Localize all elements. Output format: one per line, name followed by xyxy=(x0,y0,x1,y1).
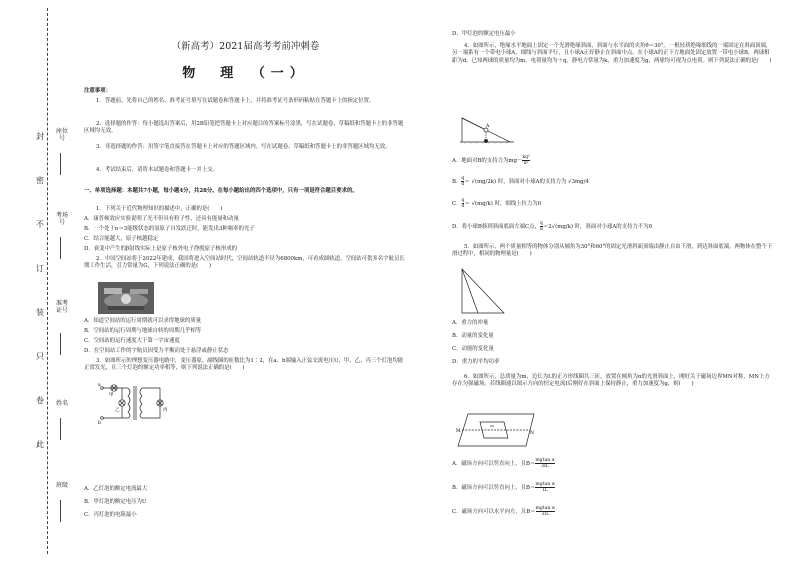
q2-option-a: A．知道空间站的运行周期就可以求得地球的质量 xyxy=(84,318,202,324)
name-field: 姓名 xyxy=(55,400,68,407)
ticket-number-field: 准考证号 xyxy=(55,300,68,314)
note-2: 2．选择题的作答：每小题选出答案后，用2B铅笔把答题卡上对应题目的答案标号涂黑，写在试题卷、草稿纸和答题卡上的非答题区域均无效。 xyxy=(84,121,404,135)
boundary-m-label: M xyxy=(456,429,461,434)
q6-option-c: C．磁场方向可以水平向左，且B＝ $\frac{\text{mgtan α}}{3IL}$ xyxy=(452,506,555,517)
q5-option-b: B．动量的变化量 xyxy=(452,333,494,339)
notes-heading: 注意事项： xyxy=(84,88,111,94)
question-4: 4．如图所示，绝缘水平地面上固定一个光滑绝缘斜面，斜面与水平面的夹角θ＝30°。一根轻质绝缘细线的一端固定在斜面顶端，另一端系有一个带电小球A，细线与斜面平行，且小球A正好静止在斜面中点。在小球A的正下方地面处固定放置一带电小球B，两球相距为d。已知两球的质量均为m、电荷量均为＋q，静电力常量为k，重力加速度为g，两球均可视为点电荷。则下列说法正确的是( ) xyxy=(452,43,772,64)
section-heading: 一、单项选择题：本题共7小题，每小题4分，共28分。在每小题给出的四个选项中，只有一项是符合题目要求的。 xyxy=(84,188,358,194)
binding-char: 封 xyxy=(36,132,44,141)
binding-char: 不 xyxy=(36,220,44,229)
seat-number-field: 座位号 xyxy=(55,128,68,142)
q2-option-b: B．空间站的运行周期与地球自转的周期几乎相等 xyxy=(84,328,202,334)
binding-char: 此 xyxy=(36,440,44,449)
binding-char: 订 xyxy=(36,264,44,273)
exam-room-field: 考场号 xyxy=(55,212,68,226)
question-5: 5．如图所示，两个质量相等的物体分别从倾角为30°和60°的固定光滑斜面顶端由静止自由下滑，到达斜面底端。两物体在整个下滑过程中，相同的物理量是( ) xyxy=(452,244,773,258)
q4-option-a: A．地面对B的支持力为mg－ $\frac{\text{kq²}}{\text{d²}}$ xyxy=(452,155,530,166)
question-3: 3．如图所示的理想变压器电路中，变压器原、副线圈的匝数比为1∶2，在a、b端输入正弦交流电压U，甲、乙、丙三个灯泡均能正常发光，且三个灯泡的额定功率相等，则下列说法正确的是( ) xyxy=(84,358,404,372)
question-2: 2．中国空间站将于2022年建成，我国将进入空间站时代，空间站轨道半径为6800km，可看成圆轨道，空间站可供多名宇航员长期工作生活，引力常量为G，下列说法正确的是( ) xyxy=(84,256,405,270)
q1-option-b: B．一个处于n＝3能级状态的氢原子自发跃迁时，能发出3种频率的光子 xyxy=(84,226,255,232)
double-incline-svg xyxy=(458,265,508,315)
boundary-n-label: N xyxy=(530,431,534,436)
question-1: 1．下列关于近代物理知识的描述中，正确的是( ) xyxy=(96,206,223,212)
terminal-a-label: a xyxy=(98,383,101,388)
transformer-circuit-svg xyxy=(98,382,168,424)
binding-char: 只 xyxy=(36,352,44,361)
double-incline-diagram xyxy=(458,265,508,315)
q3-option-c: C．丙灯泡的电阻最小 xyxy=(84,512,137,518)
q4-option-c: C． $\frac{q}{d}$ ＝ √(mg/k) 时，细线上拉力为0 xyxy=(452,198,542,209)
space-station-photo xyxy=(98,282,154,314)
q3-option-b: B．甲灯泡的额定电压为U xyxy=(84,499,147,505)
question-6: 6．如图所示，总质量为m，边长为L的正方形线圈共三匝，放置在倾角为α的光滑斜面上，刚好关于磁场边界MN对称，MN上方存在匀强磁场。若线圈通以图示方向的恒定电流I后刚好在斜面上保持静止，重力加速度为g，则( ) xyxy=(452,374,770,388)
binding-char: 卷 xyxy=(36,396,44,405)
lamp-bing-label: 丙 xyxy=(163,408,168,413)
ball-a-label: A xyxy=(486,124,490,129)
binding-char: 密 xyxy=(36,176,44,185)
binding-char: 装 xyxy=(36,308,44,317)
q6-option-a: A．磁场方向可以竖直向上，且B＝ $\frac{\text{mgtan α}}{3IL}$ xyxy=(452,458,555,469)
transformer-circuit-diagram xyxy=(98,382,168,424)
q5-option-a: A．重力的冲量 xyxy=(452,320,489,326)
coil-incline-svg xyxy=(456,412,536,448)
q6-option-b: B．磁场方向可以竖直向上，且B＝ $\frac{\text{mgtan α}}{IL}$ xyxy=(452,482,555,493)
space-station-image xyxy=(98,282,154,314)
note-3: 3．非选择题的作答：用签字笔直接答在答题卡上对应的答题区域内。写在试题卷、草稿纸和答题卡上的非答题区域均无效。 xyxy=(96,144,391,150)
q4-option-b: B． $\frac{q}{d}$ ＝ √(mg/2k) 时，斜面对小球A的支持力为 √3mg/4 xyxy=(452,176,589,187)
q2-option-d: D．在空间站工作的宇航员因受力平衡而处于悬浮或静止状态 xyxy=(84,348,229,354)
exam-title: （新高考）2021届高考考前冲刺卷 xyxy=(171,41,320,52)
q1-option-d: D．衰变中产生的β射线实际上是原子核外电子挣脱原子核形成的 xyxy=(84,246,237,252)
incline-charge-svg xyxy=(458,110,516,146)
q4-option-d: D．将小球B移到斜面底面左端C点， $\frac{q}{d}$ ＝2√(mg/k) 时，斜面对小球A的支持力不为0 xyxy=(452,221,653,232)
q1-option-a: A．康普顿效应实验说明了光不但具有粒子性，还具有能量和动量 xyxy=(84,216,239,222)
coil-incline-diagram xyxy=(456,412,536,448)
binding-dashed-line xyxy=(47,8,48,554)
q3-option-a: A．乙灯泡的额定电流最大 xyxy=(84,486,148,492)
lamp-jia-label: 甲 xyxy=(109,393,114,398)
q3-option-d: D．甲灯泡的额定电压最小 xyxy=(452,31,516,37)
terminal-b-label: b xyxy=(98,421,101,424)
note-1: 1．答题前，先将自己的姓名、准考证号填写在试题卷和答题卡上，并将准考证号条形码粘贴在答题卡上的指定位置。 xyxy=(96,98,375,104)
lamp-yi-label: 乙 xyxy=(115,408,120,413)
note-4: 4．考试结束后，请将本试题卷和答题卡一并上交。 xyxy=(96,167,219,173)
q2-option-c: C．空间站的运行速度大于第一宇宙速度 xyxy=(84,338,180,344)
q5-option-c: C．动能的变化量 xyxy=(452,346,494,352)
q5-option-d: D．重力的平均功率 xyxy=(452,359,500,365)
class-field: 班级 xyxy=(55,482,68,489)
exam-subtitle: 物 理 （一） xyxy=(182,66,309,81)
incline-charge-diagram xyxy=(458,110,516,146)
q1-option-c: C．结合能越大，原子核越稳定 xyxy=(84,236,159,242)
